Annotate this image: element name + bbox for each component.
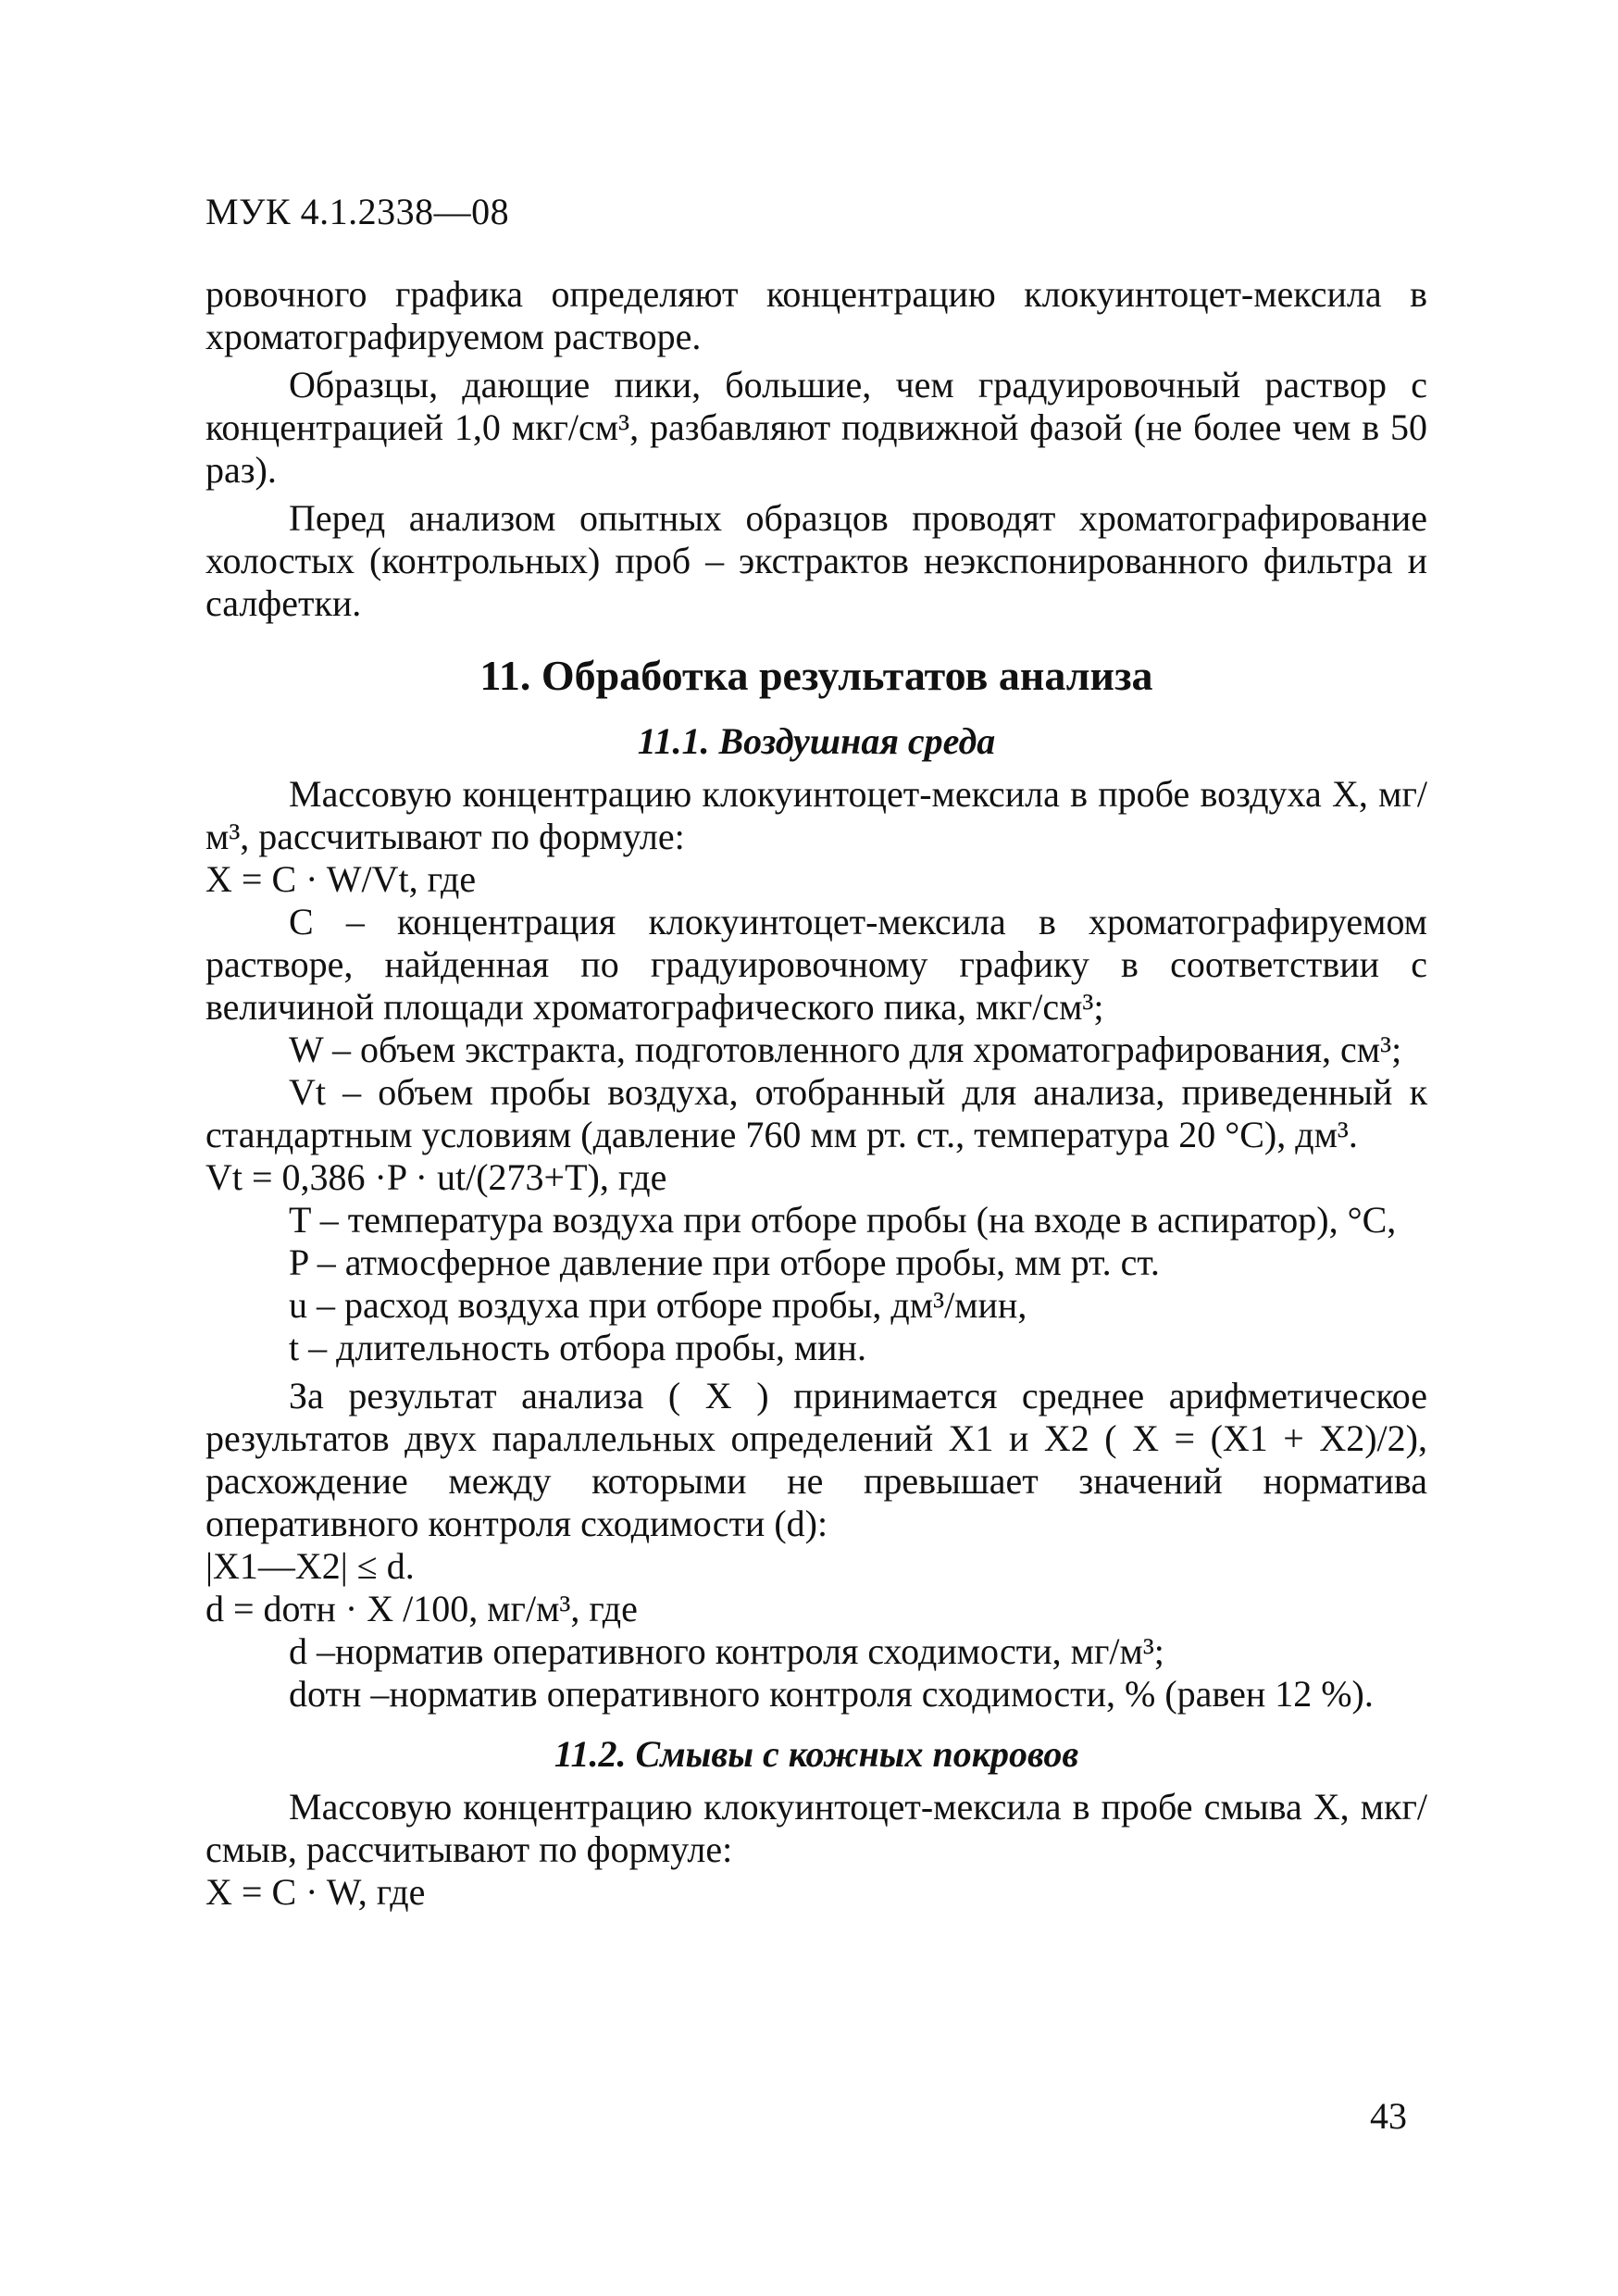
subsection-11-2-title: 11.2. Смывы с кожных покровов (554, 1733, 1079, 1775)
definition-d-rel: dотн –норматив оперативного контроля сходимости, % (равен 12 %). (289, 1673, 1374, 1715)
definition-vt: Vt – объем пробы воздуха, отобранный для анализа, приведенный к стандартным условиям (давление 760 мм рт. ст., температура 20 °С), дм³. (205, 1071, 1427, 1155)
definition-duration: t – длительность отбора пробы, мин. (289, 1327, 866, 1368)
document-header: МУК 4.1.2338—08 (205, 191, 510, 232)
result-paragraph: За результат анализа ( X ) принимается среднее арифметическое результатов двух параллельных определений X1 и X2 ( X = (X1 + X2)/2), расхождение между которыми не превышает значений норматива оперативного контроля сходимости (d): (205, 1375, 1427, 1544)
formula-convergence: |X1—X2| ≤ d. (205, 1545, 415, 1587)
formula-wash: X = C · W, где (205, 1871, 426, 1913)
page-number: 43 (1370, 2095, 1407, 2137)
definition-pressure: P – атмосферное давление при отборе пробы, мм рт. ст. (289, 1242, 1160, 1283)
subsection-11-1-title: 11.1. Воздушная среда (637, 720, 996, 762)
paragraph-dilution: Образцы, дающие пики, большие, чем градуировочный раствор с концентрацией 1,0 мкг/см³, разбавляют подвижной фазой (не более чем в 50 раз). (205, 364, 1427, 491)
formula-vt: Vt = 0,386 ·P · ut/(273+T), где (205, 1156, 667, 1198)
definition-temperature: T – температура воздуха при отборе пробы (на входе в аспиратор), °С, (289, 1199, 1397, 1241)
wash-intro: Массовую концентрацию клокуинтоцет-мексила в пробе смыва X, мкг/смыв, рассчитывают по формуле: (205, 1786, 1427, 1870)
formula-d: d = dотн · X /100, мг/м³, где (205, 1588, 638, 1629)
definition-c: C – концентрация клокуинтоцет-мексила в хроматографируемом растворе, найденная по градуировочному графику в соответствии с величиной площади хроматографического пика, мкг/см³; (205, 901, 1427, 1028)
page-content (205, 273, 1427, 1914)
definition-flow-rate: u – расход воздуха при отборе пробы, дм³/мин, (289, 1284, 1027, 1326)
section-11-title: 11. Обработка результатов анализа (479, 652, 1153, 699)
formula-air-concentration: X = C · W/Vt, где (205, 858, 477, 900)
paragraph-blank-samples: Перед анализом опытных образцов проводят хроматографирование холостых (контрольных) проб – экстрактов неэкспонированного фильтра и салфетки. (205, 497, 1427, 624)
definition-w: W – объем экстракта, подготовленного для хроматографирования, см³; (289, 1029, 1402, 1070)
norm-definitions (205, 1630, 1427, 1716)
air-intro: Массовую концентрацию клокуинтоцет-мексила в пробе воздуха X, мг/м³, рассчитывают по формуле: (205, 773, 1427, 857)
paragraph-continuation: ровочного графика определяют концентрацию клокуинтоцет-мексила в хроматографируемом растворе. (205, 273, 1427, 357)
variable-definitions (205, 1199, 1427, 1369)
definition-d: d –норматив оперативного контроля сходимости, мг/м³; (289, 1630, 1164, 1672)
